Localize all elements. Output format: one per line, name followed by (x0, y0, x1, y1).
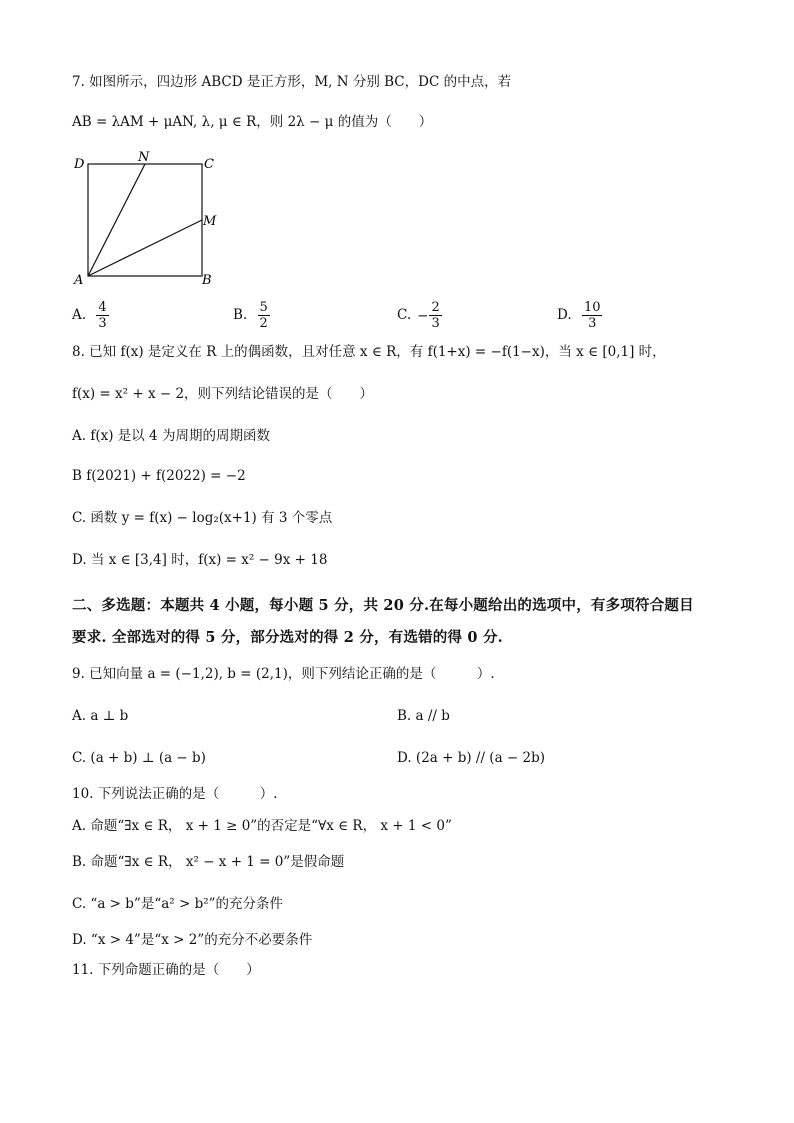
q10-stem: 10. 下列说法正确的是（ ）. (72, 786, 278, 802)
label-a: A (74, 273, 84, 288)
q7-option-b: B. $\frac{5}{2}$ (233, 300, 268, 331)
square-abcd-figure (70, 150, 230, 290)
section2-heading-line2: 要求. 全部选对的得 5 分，部分选对的得 2 分，有选错的得 0 分. (72, 629, 503, 646)
q8-option-a: A. f(x) 是以 4 为周期的周期函数 (72, 428, 270, 444)
q9-option-b: B. a // b (397, 708, 450, 724)
q9-option-c: C. (a + b) ⊥ (a − b) (72, 750, 206, 766)
segment-an (88, 164, 145, 276)
section2-heading-line1: 二、多选题：本题共 4 小题，每小题 5 分，共 20 分.在每小题给出的选项中，有多项符合题目 (72, 597, 694, 614)
label-m: M (203, 214, 217, 229)
q9-stem: 9. 已知向量 a = (−1,2), b = (2,1)，则下列结论正确的是（ ）. (72, 666, 495, 682)
segment-am (88, 220, 202, 276)
q7-option-c: C. − $\frac{2}{3}$ (397, 300, 440, 331)
q7-option-d: D. $\frac{10}{3}$ (557, 300, 601, 331)
label-c: C (204, 157, 214, 172)
q7-stem-line2: AB = λAM + μAN, λ, μ ∈ R，则 2λ − μ 的值为（ ） (72, 114, 433, 130)
q10-option-c: C. “a > b”是“a² > b²”的充分条件 (72, 896, 284, 912)
q8-stem-line2: f(x) = x² + x − 2，则下列结论错误的是（ ） (72, 386, 374, 402)
label-n: N (138, 150, 150, 165)
q10-option-d: D. “x > 4”是“x > 2”的充分不必要条件 (72, 932, 313, 948)
q10-option-b: B. 命题“∃x ∈ R， x² − x + 1 = 0”是假命题 (72, 854, 345, 870)
q7-stem-line1: 7. 如图所示，四边形 ABCD 是正方形，M, N 分别 BC，DC 的中点，若 (72, 74, 512, 90)
q11-stem: 11. 下列命题正确的是（ ） (72, 962, 260, 978)
q10-option-a: A. 命题“∃x ∈ R， x + 1 ≥ 0”的否定是“∀x ∈ R， x + 1 < 0” (72, 818, 452, 834)
q9-option-d: D. (2a + b) // (a − 2b) (397, 750, 546, 766)
q8-option-b: B f(2021) + f(2022) = −2 (72, 468, 246, 484)
q8-option-c: C. 函数 y = f(x) − log₂(x+1) 有 3 个零点 (72, 510, 333, 526)
q8-stem-line1: 8. 已知 f(x) 是定义在 R 上的偶函数，且对任意 x ∈ R，有 f(1+x) = −f(1−x)，当 x ∈ [0,1] 时， (72, 344, 666, 360)
q8-option-d: D. 当 x ∈ [3,4] 时，f(x) = x² − 9x + 18 (72, 552, 328, 568)
q7-option-a: A. $\frac{4}{3}$ (72, 300, 107, 331)
label-d: D (74, 157, 85, 172)
square-outline (88, 164, 202, 276)
label-b: B (202, 273, 212, 288)
q9-option-a: A. a ⊥ b (72, 708, 129, 724)
